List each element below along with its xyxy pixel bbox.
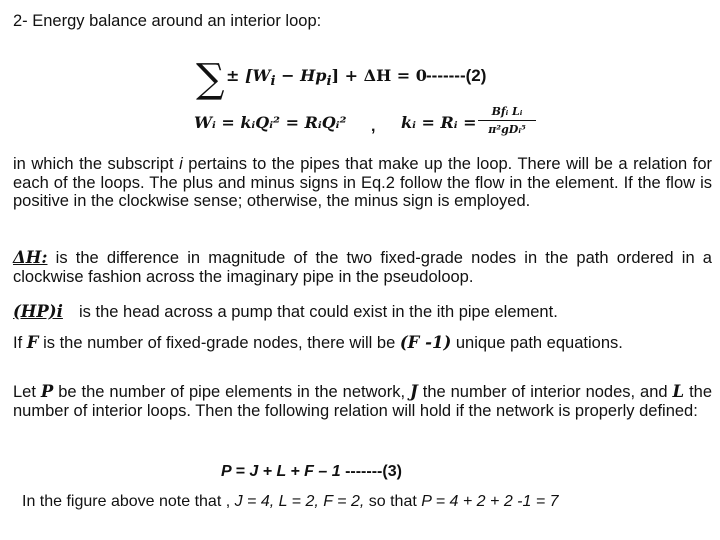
p4-symbol-f: F — [26, 333, 39, 352]
final-values: J = 4, L = 2, F = 2, — [234, 493, 365, 510]
delta-h-symbol: ΔH: — [13, 248, 48, 267]
final-result: P = 4 + 2 + 2 -1 = 7 — [421, 493, 559, 510]
p1-italic-i: i — [179, 155, 183, 173]
p4-text-b: is the number of fixed-grade nodes, there will be — [38, 334, 400, 352]
eq3-label: -------(3) — [340, 463, 402, 480]
equation-w: Wᵢ = kᵢQᵢ² = RᵢQᵢ² — [194, 113, 347, 132]
final-example-line — [22, 493, 559, 511]
p5-symbol-p: P — [40, 382, 54, 401]
p5-text-a: Let — [13, 383, 41, 401]
p5-symbol-j: J — [409, 382, 418, 401]
paragraph-delta-h — [13, 249, 712, 286]
paragraph-subscript — [13, 155, 712, 211]
eq2-sub-i: i — [270, 73, 276, 90]
eq2-minus: − Hp — [275, 66, 327, 85]
fraction-numerator: Bfᵢ Lᵢ — [478, 105, 536, 121]
paragraph-pump-head — [13, 303, 712, 322]
equation-separator: , — [371, 118, 376, 135]
paragraph-network-definition — [13, 383, 712, 420]
p5-text-b: be the number of pipe elements in the network, — [53, 383, 410, 401]
fraction-denominator: π²gDᵢ⁵ — [488, 123, 526, 136]
p4-symbol-f-minus-1: (F -1) — [399, 333, 452, 352]
p2-text: is the difference in magnitude of the two fixed-grade nodes in the path ordered in a clockwise fashion across the imaginary pipe in the pseudoloop. — [13, 249, 712, 286]
equation-k: kᵢ = Rᵢ = — [401, 113, 477, 132]
eq2-rest: ] + ΔH = 0 — [331, 66, 427, 85]
final-text-a: In the figure above note that , — [22, 493, 235, 510]
equation-3 — [221, 463, 402, 481]
p1-text-a: in which the subscript — [13, 155, 180, 173]
eq2-sub-i2: i — [326, 73, 332, 90]
equation-2-label: -------(2) — [426, 66, 487, 85]
p3-text: is the head across a pump that could exist in the ith pipe element. — [79, 303, 558, 321]
p5-text-d: the number of interior loops. Then the following relation will hold if the network is properly defined: — [13, 383, 713, 420]
p5-symbol-l: L — [672, 382, 685, 401]
paragraph-fixed-grade — [13, 334, 712, 353]
fraction-k — [478, 105, 536, 136]
p4-text-a: If — [13, 334, 27, 352]
p4-text-c: unique path equations. — [451, 334, 623, 352]
final-text-c: so that — [364, 493, 422, 510]
p5-text-c: the number of interior nodes, and — [417, 383, 673, 401]
p1-text-b: pertains to the pipes that make up the loop. There will be a relation for each of the loops. The plus and minus signs in Eq.2 follow the flow in the element. If the flow is positive in the clockwise sense; otherwise, the minus sign is employed. — [13, 155, 713, 210]
eq3-expression: P = J + L + F – 1 — [221, 463, 341, 480]
hp-symbol: (HP)i — [13, 302, 63, 321]
summation-symbol: ∑ — [196, 56, 225, 102]
eq2-body: ± [W — [226, 66, 271, 85]
section-heading: 2- Energy balance around an interior loop: — [13, 12, 322, 30]
equation-2 — [226, 66, 427, 89]
